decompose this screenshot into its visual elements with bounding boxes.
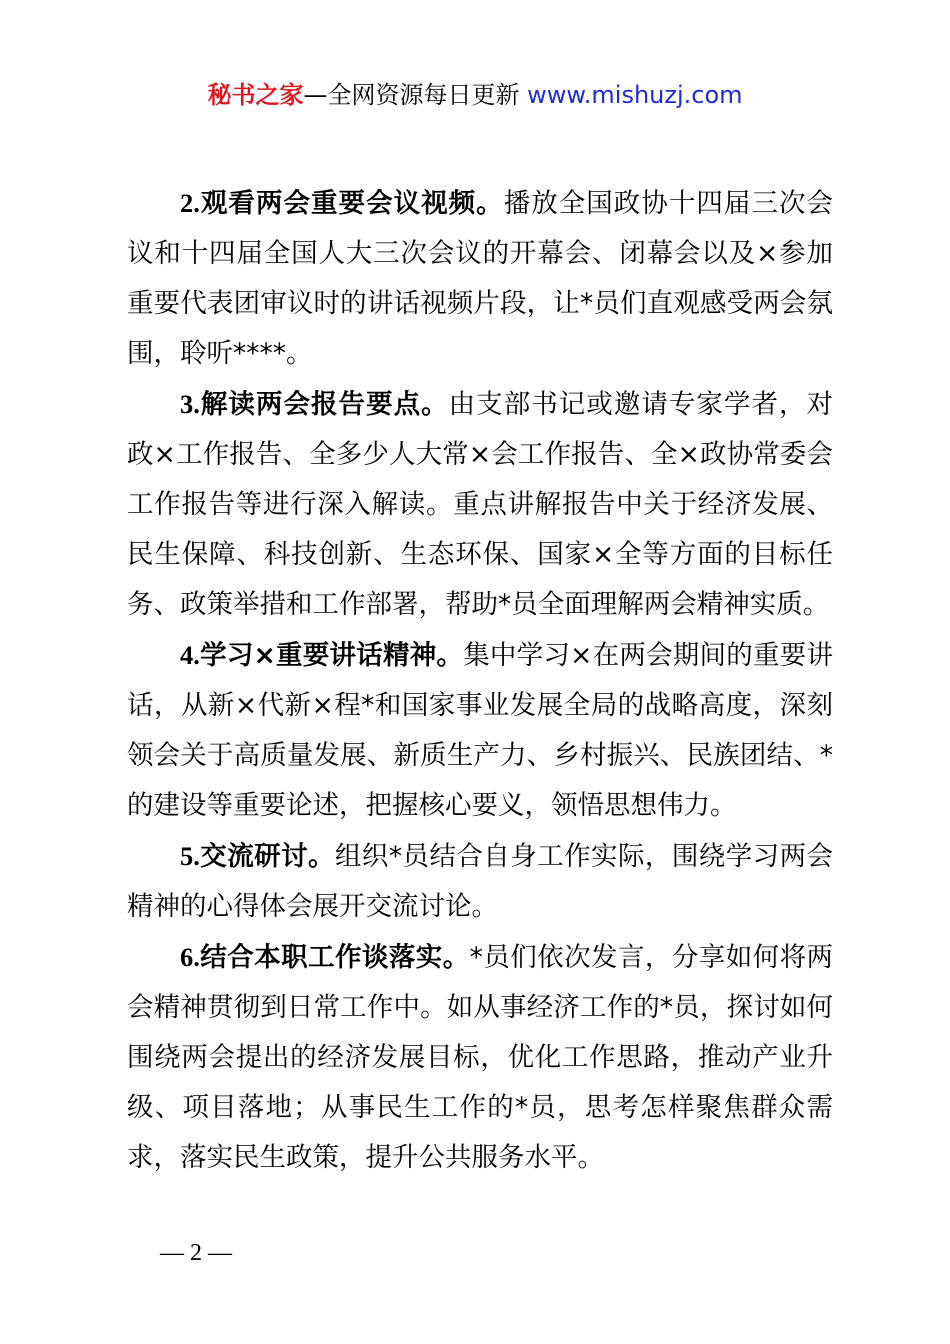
document-body <box>127 178 833 1183</box>
site-header <box>0 78 950 112</box>
item-number: 5. <box>180 841 200 871</box>
item-text: *员们依次发言，分享如何将两会精神贯彻到日常工作中。如从事经济工作的*员，探讨如何围绕两会提出的经济发展目标，优化工作思路，推动产业升级、项目落地；从事民生工作的*员，思考怎样聚焦群众需求，落实民生政策，提升公共服务水平。 <box>127 942 834 1173</box>
paragraph-item <box>127 932 833 1183</box>
item-number: 4. <box>180 640 200 670</box>
item-text: 由支部书记或邀请专家学者，对政×工作报告、全多少人大常×会工作报告、全×政协常委会工作报告等进行深入解读。重点讲解报告中关于经济发展、民生保障、科技创新、生态环保、国家×全等方面的目标任务、政策举措和工作部署，帮助*员全面理解两会精神实质。 <box>127 389 834 620</box>
item-heading: 交流研讨。 <box>199 841 335 872</box>
paragraph-item <box>127 379 833 630</box>
item-text: 播放全国政协十四届三次会议和十四届全国人大三次会议的开幕会、闭幕会以及×参加重要代表团审议时的讲话视频片段，让*员们直观感受两会氛围，聆听****。 <box>127 188 834 369</box>
item-number: 2. <box>180 188 200 218</box>
brand-name: 秘书之家 <box>207 81 304 109</box>
item-text: 组织*员结合自身工作实际，围绕学习两会精神的心得体会展开交流讨论。 <box>127 841 833 922</box>
item-number: 3. <box>180 389 200 419</box>
site-url-link[interactable]: www.mishuzj.com <box>527 81 743 109</box>
paragraph-item <box>127 831 833 932</box>
item-heading: 结合本职工作谈落实。 <box>199 942 470 973</box>
paragraph-item <box>127 178 833 379</box>
item-heading: 解读两会报告要点。 <box>199 389 449 420</box>
item-heading: 观看两会重要会议视频。 <box>199 188 504 219</box>
item-heading: 学习×重要讲话精神。 <box>199 640 464 671</box>
page-number: — 2 — <box>160 1240 232 1266</box>
item-text: 集中学习×在两会期间的重要讲话，从新×代新×程*和国家事业发展全局的战略高度，深刻领会关于高质量发展、新质生产力、乡村振兴、民族团结、*的建设等重要论述，把握核心要义，领悟思想伟力。 <box>127 640 833 821</box>
item-number: 6. <box>180 942 200 972</box>
paragraph-item <box>127 630 833 831</box>
header-tagline: —全网资源每日更新 <box>303 81 520 109</box>
